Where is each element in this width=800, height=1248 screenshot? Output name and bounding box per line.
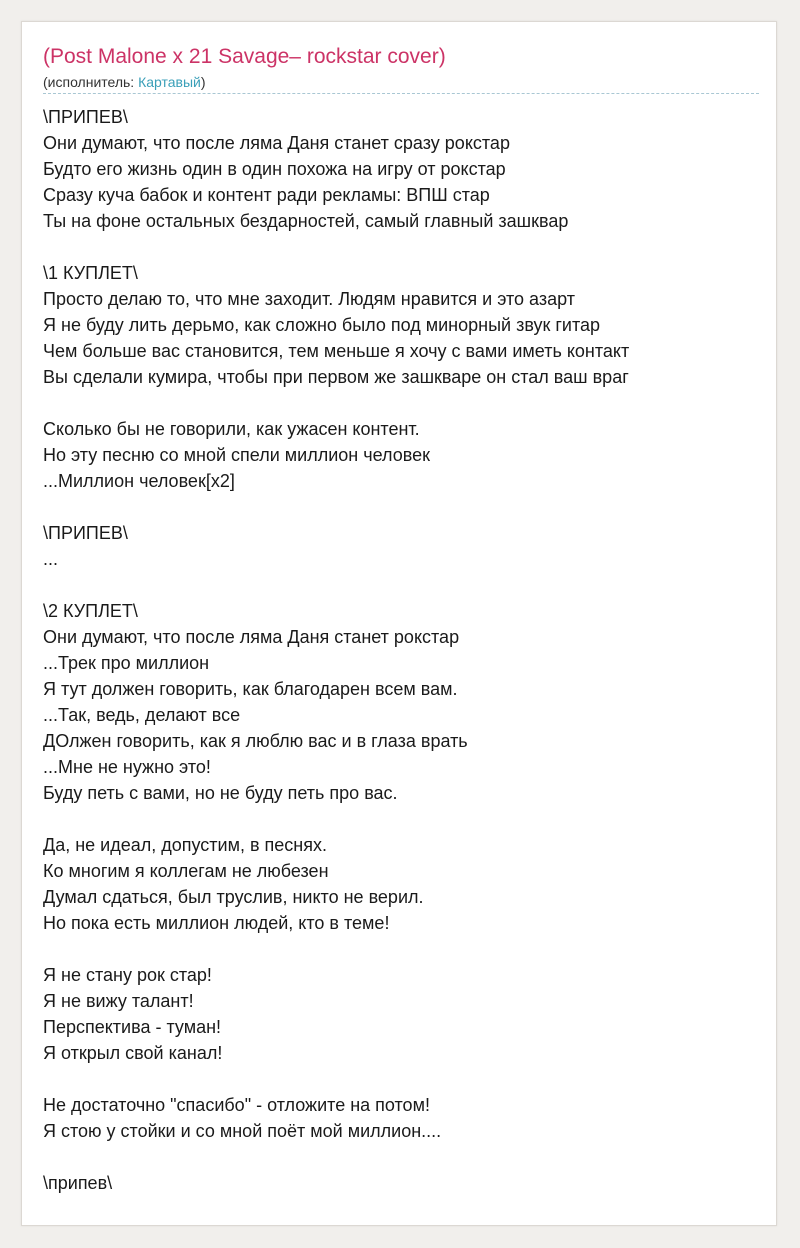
lyric-line: Но эту песню со мной спели миллион человек (43, 445, 430, 465)
lyric-line (43, 936, 759, 962)
lyric-line: Ты на фоне остальных бездарностей, самый главный зашквар (43, 211, 569, 231)
lyric-line: Буду петь с вами, но не буду петь про вас. (43, 783, 398, 803)
lyric-line: Я тут должен говорить, как благодарен всем вам. (43, 679, 458, 699)
lyric-line: Я стою у стойки и со мной поёт мой миллион.... (43, 1121, 442, 1141)
lyric-line: Они думают, что после ляма Даня станет рокстар (43, 627, 460, 647)
artist-prefix: (исполнитель: (43, 74, 139, 90)
lyric-line: \1 КУПЛЕТ\ (43, 263, 138, 283)
lyric-line: Вы сделали кумира, чтобы при первом же зашкваре он стал ваш враг (43, 367, 629, 387)
lyric-line: Думал сдаться, был труслив, никто не верил. (43, 887, 424, 907)
lyric-line: \ПРИПЕВ\ (43, 523, 128, 543)
lyric-line: Сколько бы не говорили, как ужасен контент. (43, 419, 420, 439)
lyric-line (43, 390, 759, 416)
lyrics-body (43, 104, 759, 1196)
title-divider (43, 93, 759, 94)
lyrics-card (21, 21, 777, 1226)
lyric-line (43, 1144, 759, 1170)
lyric-line (43, 494, 759, 520)
lyric-line: \2 КУПЛЕТ\ (43, 601, 138, 621)
lyric-line: Но пока есть миллион людей, кто в теме! (43, 913, 390, 933)
lyric-line: Перспектива - туман! (43, 1017, 222, 1037)
lyric-line: \припев\ (43, 1173, 113, 1193)
lyric-line: ...Миллион человек[x2] (43, 471, 235, 491)
lyric-line: Я не стану рок стар! (43, 965, 212, 985)
lyric-line: Сразу куча бабок и контент ради рекламы: ВПШ стар (43, 185, 490, 205)
lyric-line: Будто его жизнь один в один похожа на игру от рокстар (43, 159, 506, 179)
artist-line (43, 73, 206, 91)
song-title: (Post Malone x 21 Savage– rockstar cover) (43, 45, 446, 68)
lyric-line: ...Мне не нужно это! (43, 757, 211, 777)
lyric-line (43, 572, 759, 598)
lyric-line: Чем больше вас становится, тем меньше я хочу с вами иметь контакт (43, 341, 630, 361)
lyric-line: Да, не идеал, допустим, в песнях. (43, 835, 327, 855)
lyric-line: ... (43, 549, 59, 569)
artist-link[interactable]: Картавый (138, 74, 201, 90)
lyric-line: Не достаточно "спасибо" - отложите на потом! (43, 1095, 430, 1115)
artist-suffix: ) (200, 74, 206, 90)
lyric-line: ДОлжен говорить, как я люблю вас и в глаза врать (43, 731, 468, 751)
lyric-line (43, 1066, 759, 1092)
lyric-line: ...Так, ведь, делают все (43, 705, 241, 725)
lyric-line: Я не вижу талант! (43, 991, 194, 1011)
lyric-line: \ПРИПЕВ\ (43, 107, 128, 127)
lyric-line (43, 806, 759, 832)
lyric-line: ...Трек про миллион (43, 653, 210, 673)
lyric-line: Они думают, что после ляма Даня станет сразу рокстар (43, 133, 510, 153)
lyric-line: Я не буду лить дерьмо, как сложно было под минорный звук гитар (43, 315, 601, 335)
lyric-line: Я открыл свой канал! (43, 1043, 223, 1063)
lyric-line: Просто делаю то, что мне заходит. Людям нравится и это азарт (43, 289, 575, 309)
lyric-line: Ко многим я коллегам не любезен (43, 861, 329, 881)
lyric-line (43, 234, 759, 260)
